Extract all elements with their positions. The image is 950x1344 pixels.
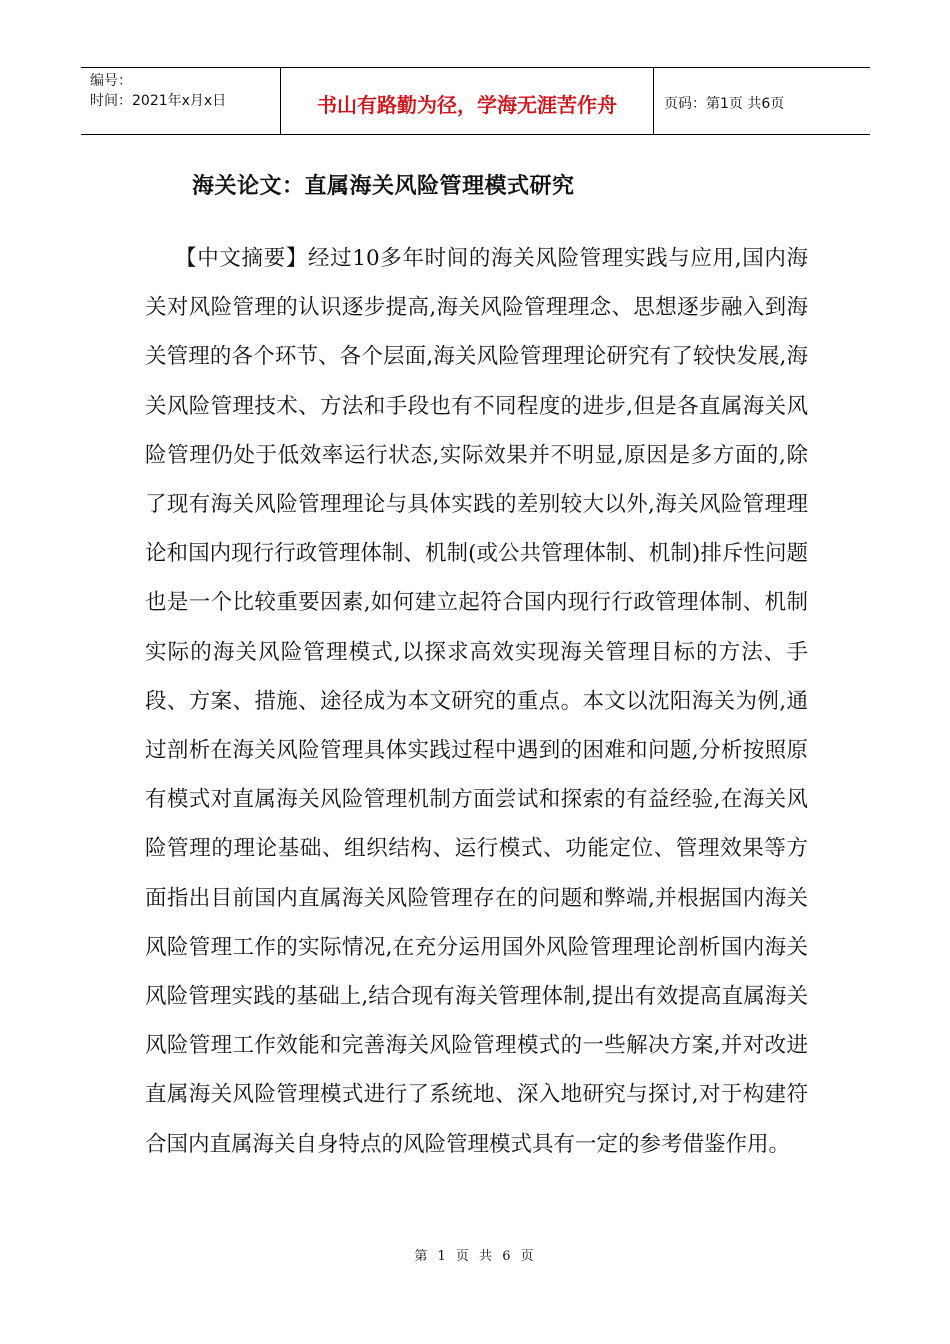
document-number-label: 编号： xyxy=(90,73,132,89)
header-meta-cell xyxy=(81,68,281,134)
document-title: 海关论文：直属海关风险管理模式研究 xyxy=(192,173,575,199)
abstract-paragraph: 【中文摘要】经过10多年时间的海关风险管理实践与应用,国内海关对风险管理的认识逐步提高,海关风险管理理念、思想逐步融入到海关管理的各个环节、各个层面,海关风险管理理论研究有了较快发展,海关风险管理技术、方法和手段也有不同程度的进步,但是各直属海关风险管理仍处于低效率运行状态,实际效果并不明显,原因是多方面的,除了现有海关风险管理理论与具体实践的差别较大以外,海关风险管理理论和国内现行行政管理体制、机制(或公共管理体制、机制)排斥性问题也是一个比较重要因素,如何建立起符合国内现行行政管理体制、机制实际的海关风险管理模式,以探求高效实现海关管理目标的方法、手段、方案、措施、途径成为本文研究的重点。本文以沈阳海关为例,通过剖析在海关风险管理具体实践过程中遇到的困难和问题,分析按照原有模式对直属海关风险管理机制方面尝试和探索的有益经验,在海关风险管理的理论基础、组织结构、运行模式、功能定位、管理效果等方面指出目前国内直属海关风险管理存在的问题和弊端,并根据国内海关风险管理工作的实际情况,在充分运用国外风险管理理论剖析国内海关风险管理实践的基础上,结合现有海关管理体制,提出有效提高直属海关风险管理工作效能和完善海关风险管理模式的一些解决方案,并对改进直属海关风险管理模式进行了系统地、深入地研究与探讨,对于构建符合国内直属海关自身特点的风险管理模式具有一定的参考借鉴作用。 xyxy=(145,246,808,1157)
document-header-table xyxy=(81,67,870,135)
header-motto: 书山有路勤为径，学海无涯苦作舟 xyxy=(281,68,654,134)
page-footer: 第 1 页 共 6 页 xyxy=(414,1249,536,1264)
document-time-label: 时间：2021年x月x日 xyxy=(90,93,227,109)
header-page-info: 页码：第1页 共6页 xyxy=(664,96,785,112)
